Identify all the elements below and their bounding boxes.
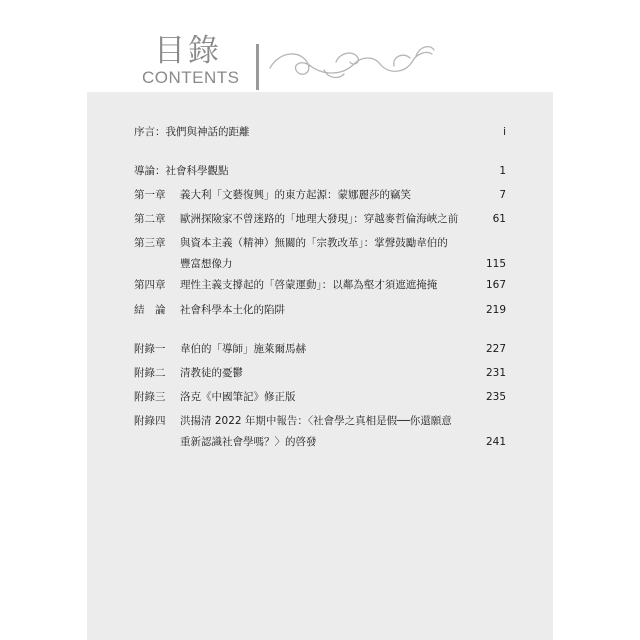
toc-page-number: 167 [485,279,506,291]
toc-page-number: 115 [485,258,506,270]
toc-entry-text: 導論：社會科學觀點 [134,165,229,177]
title-divider [256,44,259,90]
toc-page-number: 235 [485,391,506,403]
toc-entry-text-continued: 重新認識社會學嗎？〉的啓發 [180,436,317,448]
page-title: 目錄 [154,33,222,69]
toc-page-number: 227 [485,343,506,355]
toc-entry-label: 附錄二 [134,367,166,379]
toc-entry-label: 結 論 [134,304,166,316]
toc-entry-label: 附錄四 [134,415,166,427]
toc-entry-text: 與資本主義（精神）無關的「宗教改革」：掌聲鼓勵韋伯的 [180,237,448,249]
toc-page-number: 61 [492,213,506,225]
toc-entry-text: 洪揚清 2022 年期中報告：〈社會學之真相是假──你還願意 [180,415,452,427]
toc-entry-text: 洛克《中國筆記》修正版 [180,391,296,403]
toc-page-number: i [503,126,506,138]
toc-entry-text: 序言：我們與神話的距離 [134,126,250,138]
toc-entry-text: 社會科學本土化的陷阱 [180,304,285,316]
toc-entry-label: 第三章 [134,237,166,249]
page-header [0,0,640,92]
toc-entry-text: 理性主義支撐起的「啓蒙運動」：以鄰為壑才須遮遮掩掩 [180,279,438,291]
toc-page-number: 231 [485,367,506,379]
toc-page-number: 219 [485,304,506,316]
toc-entry-text: 韋伯的「導師」施萊爾馬赫 [180,343,306,355]
toc-entry-label: 附錄三 [134,391,166,403]
toc-entry-label: 附錄一 [134,343,166,355]
page-subtitle: CONTENTS [142,68,240,87]
toc-page-number: 1 [499,165,506,177]
toc-entry-text: 清教徒的憂鬱 [180,367,243,379]
toc-page-number: 7 [499,189,506,201]
toc-entry-text: 歐洲探險家不曾迷路的「地理大發現」：穿越麥哲倫海峽之前 [180,213,459,225]
toc-page-number: 241 [485,436,506,448]
toc-entry-label: 第二章 [134,213,166,225]
toc-entry-text-continued: 豐富想像力 [180,258,233,270]
flourish-ornament-icon [266,36,436,86]
toc-entry-label: 第一章 [134,189,166,201]
toc-entry-text: 義大利「文藝復興」的東方起源：蒙娜麗莎的竊笑 [180,189,411,201]
toc-entry-label: 第四章 [134,279,166,291]
